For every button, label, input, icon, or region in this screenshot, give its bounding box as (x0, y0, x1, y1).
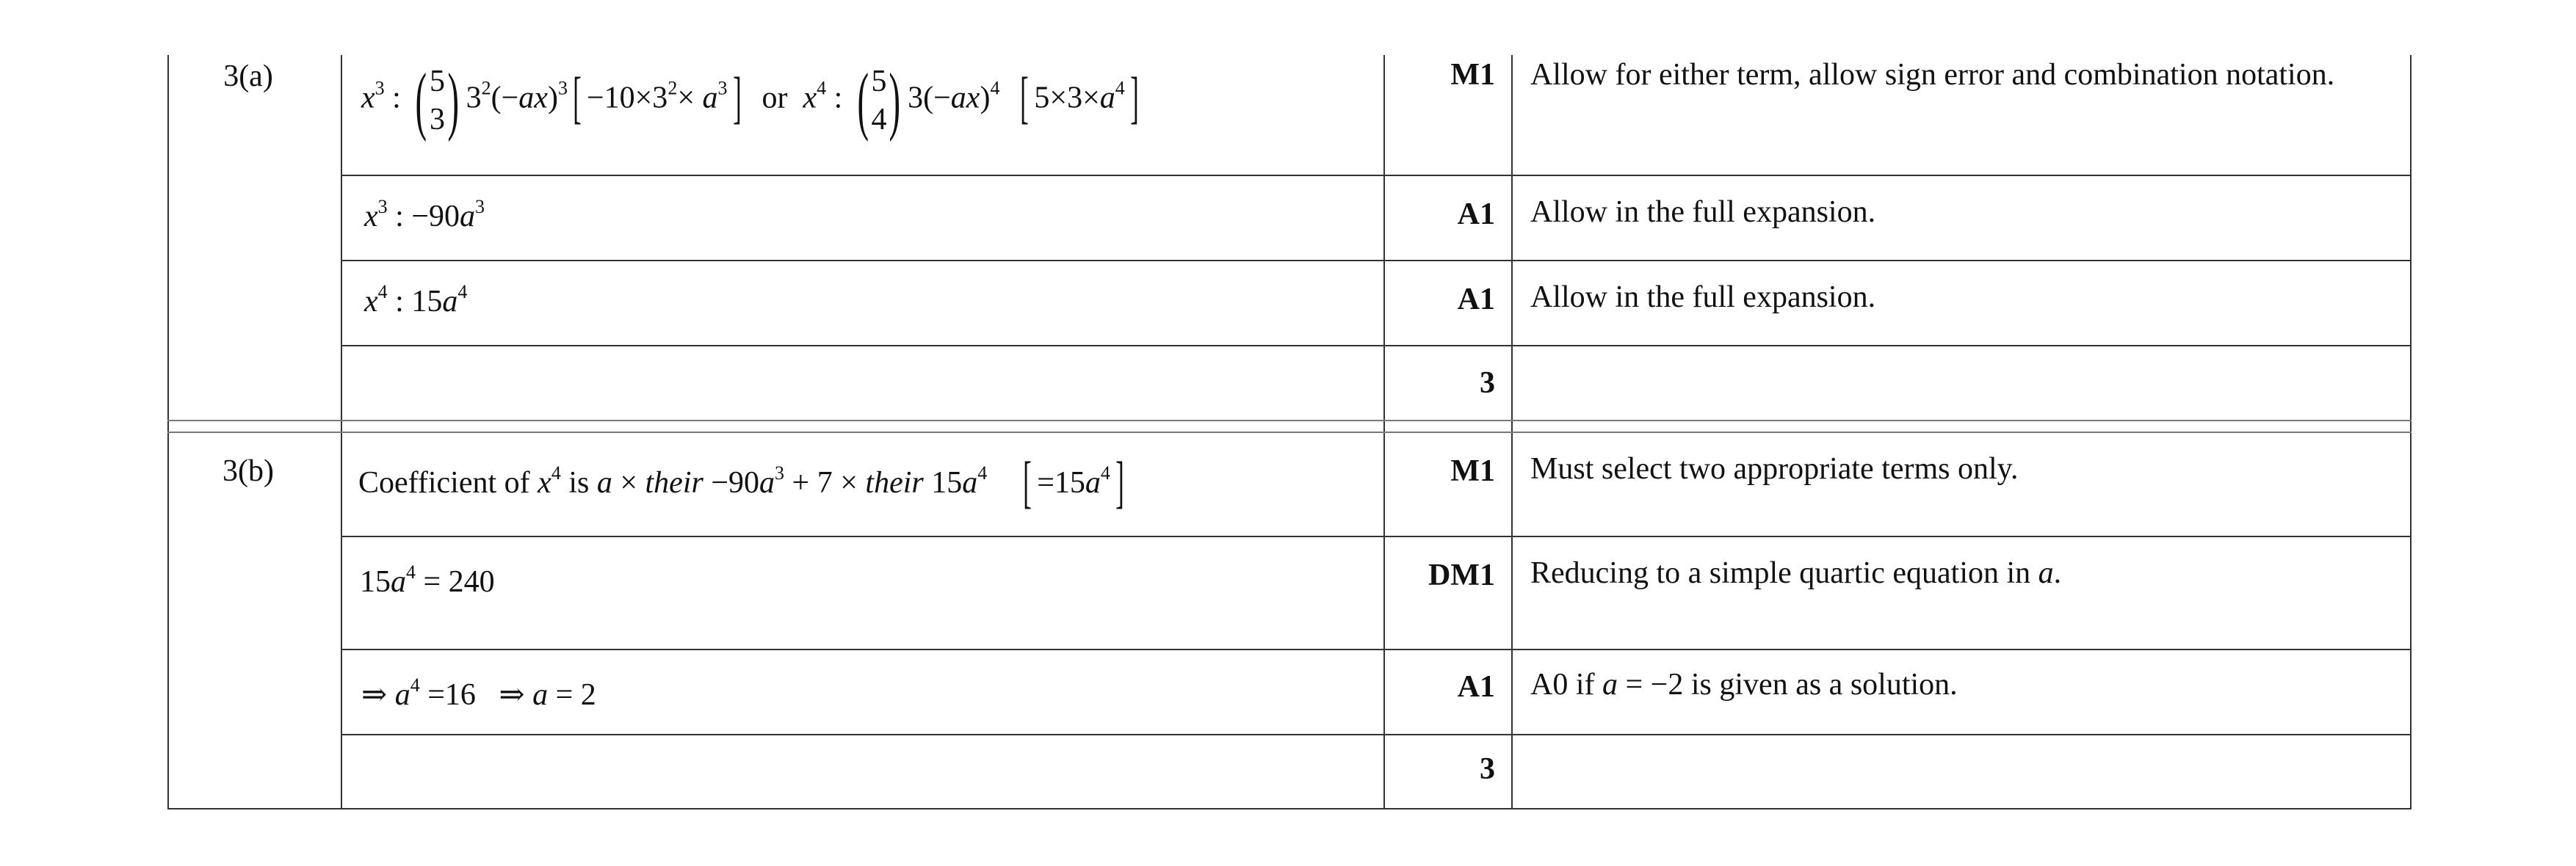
value: 15 (923, 466, 963, 500)
guidance-text: Allow for either term, allow sign error and combination notation. (1530, 58, 2335, 92)
exponent: 4 (990, 77, 1000, 99)
var-a: a (532, 678, 549, 712)
coefficient-text: Coefficient of (358, 466, 538, 500)
bracket-content: 5×3× (1034, 81, 1100, 115)
var-x: x (364, 200, 378, 233)
question-number: 3(a) (223, 59, 273, 93)
exponent: 3 (375, 77, 385, 99)
binom-top: 5 (871, 65, 887, 98)
binomial-coefficient: ( 5 3 ) (415, 58, 460, 142)
expression: =16 ⇒ (419, 678, 533, 712)
exponent: 4 (1115, 77, 1125, 99)
var-a: a (1099, 81, 1115, 115)
binom-top: 5 (429, 65, 445, 98)
exponent: 4 (410, 674, 420, 696)
row-divider (341, 175, 2412, 176)
row-divider (341, 649, 2412, 650)
number: 15 (360, 565, 391, 599)
mark-code: M1 (1450, 454, 1495, 488)
mark-total: 3 (1480, 752, 1495, 786)
term: (− (923, 81, 951, 115)
var-x: x (364, 285, 378, 319)
exponent: 4 (977, 462, 988, 484)
mark-code: DM1 (1428, 558, 1495, 592)
exponent: 3 (775, 462, 785, 484)
working-row: Coefficient of $x^4$ is a × their $-90a^3 + 7$ × their $15a^4$ [ $=15a^4$] (358, 450, 1124, 514)
exponent: 4 (551, 462, 561, 484)
exponent: 4 (377, 281, 388, 302)
term: ) (547, 81, 558, 115)
row-divider (341, 260, 2412, 261)
guidance-var: a (1602, 668, 1618, 702)
question-number: 3(b) (222, 454, 274, 488)
guidance-text: Allow in the full expansion. (1530, 280, 1876, 314)
colon: : (384, 81, 409, 115)
mark-code: M1 (1450, 58, 1495, 92)
their-word: their (645, 466, 703, 500)
exponent: 3 (557, 77, 568, 99)
section-separator-top (167, 420, 2412, 421)
expression: : −90 (387, 200, 460, 233)
var-a: a (1085, 466, 1101, 500)
expression: : 15 (387, 285, 443, 319)
mark-code: A1 (1457, 283, 1495, 316)
guidance-prefix: A0 if (1530, 668, 1602, 702)
working-row (364, 282, 467, 321)
working-row (360, 562, 495, 602)
guidance-text (1530, 553, 2397, 593)
mark-code: A1 (1457, 197, 1495, 231)
bracket-content: × (677, 81, 703, 115)
mark-scheme-table (167, 0, 2412, 809)
guidance-prefix: Reducing to a simple quartic equation in (1530, 556, 2038, 590)
var-a: a (759, 466, 775, 500)
working-row: $x^3$ : ( 5 3 ) $3^2(-ax)^3[ -10\times 3^2\times a^3]$ or $x^4$ : ( 5 4 ) $3(-ax)^4$ [ $5\times 3\times a^4$] (361, 58, 1139, 142)
working-row (361, 675, 596, 715)
exponent: 4 (406, 561, 416, 583)
table-bottom-border (167, 808, 2412, 809)
value: −90 (703, 466, 760, 500)
row-divider (341, 734, 2412, 735)
guidance-text: Must select two appropriate terms only. (1530, 452, 2019, 486)
exponent: 2 (667, 77, 678, 99)
exponent: 2 (481, 77, 491, 99)
term-var: ax (518, 81, 548, 115)
row-divider (341, 345, 2412, 346)
mark-total: 3 (1480, 366, 1495, 400)
guidance-var: a (2038, 556, 2054, 590)
var-a: a (394, 678, 410, 712)
exponent: 3 (475, 196, 485, 217)
var-a: a (962, 466, 978, 500)
expression: = 240 (416, 565, 495, 599)
exponent: 3 (717, 77, 728, 99)
exponent: 4 (817, 77, 827, 99)
var-x: x (361, 81, 375, 115)
guidance-suffix: . (2053, 556, 2062, 590)
guidance-text: Allow in the full expansion. (1530, 195, 1876, 229)
binom-bottom: 3 (429, 103, 445, 137)
var-a: a (442, 285, 458, 319)
guidance-text (1530, 665, 2397, 705)
binomial-coefficient: ( 5 4 ) (857, 58, 901, 142)
expression: = 2 (548, 678, 596, 712)
section-separator-bottom (167, 432, 2412, 433)
exponent: 3 (377, 196, 388, 217)
term-var: ax (950, 81, 980, 115)
working-row (364, 197, 485, 236)
var-a: a (460, 200, 476, 233)
exponent: 4 (1100, 462, 1110, 484)
their-word: their (865, 466, 924, 500)
is-word: is (560, 466, 597, 500)
var-x: x (803, 81, 817, 115)
guidance-suffix: = −2 is given as a solution. (1618, 668, 1958, 702)
colon: : (826, 81, 850, 115)
bracket-content: =15 (1037, 466, 1085, 500)
term: ) (980, 81, 991, 115)
term: 3 (466, 81, 482, 115)
operator: + 7 × (784, 466, 866, 500)
term: (− (491, 81, 519, 115)
term: 3 (908, 81, 924, 115)
bracket-content: −10×3 (586, 81, 668, 115)
row-divider (341, 536, 2412, 537)
var-a: a (702, 81, 718, 115)
operator: × (612, 466, 645, 500)
var-x: x (538, 466, 551, 500)
implies-arrow: ⇒ (361, 678, 395, 712)
exponent: 4 (457, 281, 468, 302)
binom-bottom: 4 (871, 103, 887, 137)
or-word: or (761, 81, 788, 115)
var-a: a (391, 565, 406, 599)
mark-code: A1 (1457, 670, 1495, 704)
var-a: a (596, 466, 612, 500)
